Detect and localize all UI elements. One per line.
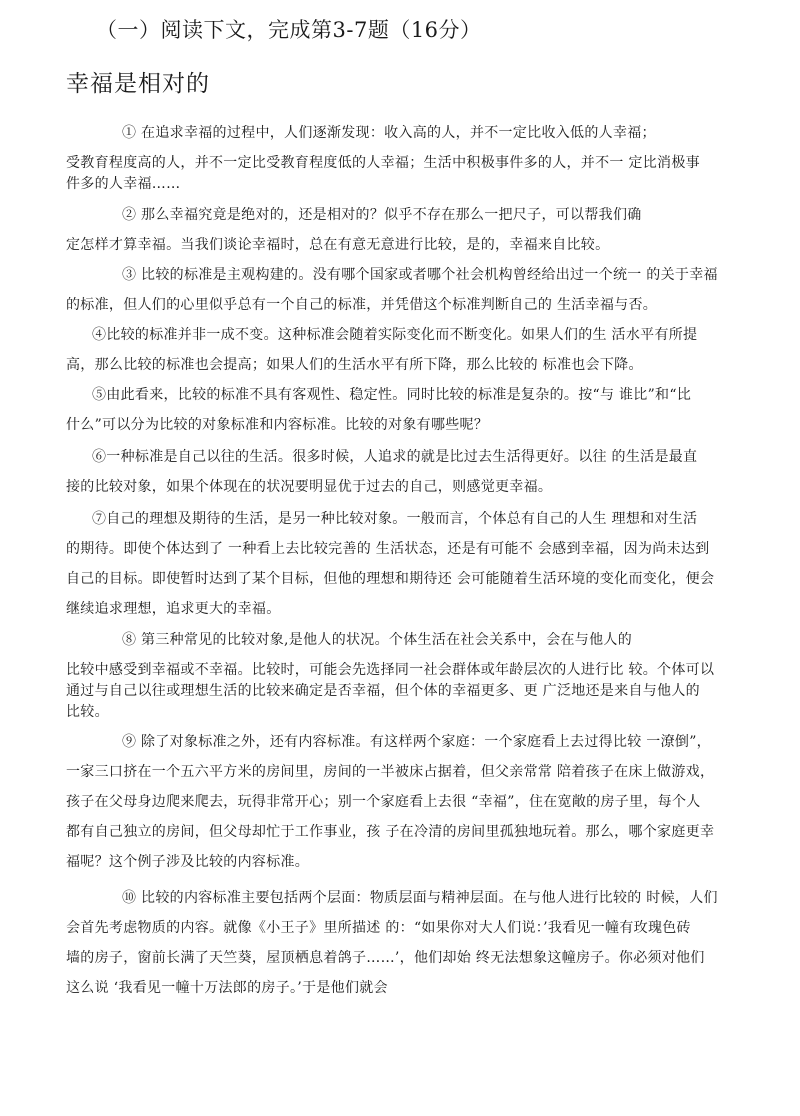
- paragraph-line: ⑤由此看来，比较的标准不具有客观性、稳定性。同时比较的标准是复杂的。按“与 谁比”和“比: [92, 387, 692, 403]
- paragraph-line: 墙的房子，窗前长满了天竺葵，屋顶栖息着鸽子……’，他们却始 终无法想象这幢房子。你必须对他们: [66, 950, 705, 966]
- paragraph-line: ⑨ 除了对象标准之外，还有内容标准。有这样两个家庭：一个家庭看上去过得比较 一潦倒”，: [122, 734, 711, 750]
- paragraph-line: 都有自己独立的房间，但父母却忙于工作事业，孩 子在冷清的房间里孤独地玩着。那么，哪个家庭更幸: [66, 824, 715, 840]
- paragraph-line: ① 在追求幸福的过程中，人们逐渐发现：收入高的人，并不一定比收入低的人幸福；: [122, 125, 656, 141]
- paragraph-line: 高，那么比较的标准也会提高；如果人们的生活水平有所下降，那么比较的 标准也会下降。: [66, 357, 643, 373]
- paragraph-line: 通过与自己以往或理想生活的比较来确定是否幸福，但个体的幸福更多、更 广泛地还是来自与他人的: [66, 683, 700, 699]
- paragraph-line: ⑥一种标准是自己以往的生活。很多时候，人追求的就是比过去生活得更好。以往 的生活是最直: [92, 449, 698, 465]
- paragraph-line: 会首先考虑物质的内容。就像《小王子》里所描述 的：“如果你对大人们说：’我看见一幢有玫瑰色砖: [66, 920, 691, 936]
- paragraph-line: 的期待。即使个体达到了 一种看上去比较完善的 生活状态，还是有可能不 会感到幸福，因为尚未达到: [66, 541, 710, 557]
- article-title: 幸福是相对的: [66, 71, 210, 97]
- paragraph-line: 接的比较对象，如果个体现在的状况要明显优于过去的自己，则感觉更幸福。: [66, 479, 553, 495]
- paragraph-10: [66, 883, 742, 1003]
- paragraph-line: 自己的目标。即使暂时达到了某个目标，但他的理想和期待还 会可能随着生活环境的变化而变化，便会: [66, 571, 715, 587]
- paragraph-line: 这么说 ‘我看见一幢十万法郎的房子。’于是他们就会: [66, 980, 388, 996]
- paragraph-6: [66, 442, 742, 502]
- paragraph-line: 定怎样才算幸福。当我们谈论幸福时，总在有意无意进行比较，是的，幸福来自比较。: [66, 237, 610, 253]
- paragraph-line: 福呢？这个例子涉及比较的内容标准。: [66, 854, 310, 870]
- paragraph-line: ⑦自己的理想及期待的生活，是另一种比较对象。一般而言，个体总有自己的人生 理想和对生活: [92, 511, 698, 527]
- section-heading: （一）阅读下文，完成第3-7题（16分）: [96, 18, 482, 42]
- paragraph-4: [66, 320, 742, 380]
- paragraph-line: ⑩ 比较的内容标准主要包括两个层面：物质层面与精神层面。在与他人进行比较的 时候，人们: [122, 890, 718, 906]
- paragraph-line: 孩子在父母身边爬来爬去，玩得非常开心；别一个家庭看上去很 “幸福”，住在宽敞的房子里，每个人: [66, 794, 701, 810]
- paragraph-7: [66, 504, 742, 624]
- paragraph-line: ② 那么幸福究竟是绝对的，还是相对的？似乎不存在那么一把尺子，可以帮我们确: [122, 207, 642, 223]
- paragraph-line: 件多的人幸福……: [66, 176, 181, 192]
- paragraph-3: [66, 260, 742, 320]
- paragraph-line: 比较。: [66, 704, 109, 720]
- paragraph-line: 受教育程度高的人，并不一定比受教育程度低的人幸福；生活中积极事件多的人，并不一 定比消极事: [66, 155, 700, 171]
- paragraph-line: 一家三口挤在一个五六平方米的房间里，房间的一半被床占据着，但父亲常常 陪着孩子在床上做游戏，: [66, 764, 715, 780]
- paragraph-line: ④比较的标准并非一成不变。这种标准会随着实际变化而不断变化。如果人们的生 活水平有所提: [92, 327, 698, 343]
- paragraph-2: [66, 205, 742, 256]
- paragraph-line: 比较中感受到幸福或不幸福。比较时，可能会先选择同一社会群体或年龄层次的人进行比 较。个体可以: [66, 662, 715, 678]
- paragraph-line: ⑧ 第三种常见的比较对象,是他人的状况。个体生活在社会关系中，会在与他人的: [122, 632, 632, 648]
- paragraph-line: 什么”可以分为比较的对象标准和内容标准。比较的对象有哪些呢？: [66, 417, 489, 433]
- paragraph-line: 的标准，但人们的心里似乎总有一个自己的标准，并凭借这个标准判断自己的 生活幸福与否。: [66, 297, 658, 313]
- paragraph-line: 继续追求理想，追求更大的幸福。: [66, 601, 281, 617]
- paragraph-9: [66, 727, 742, 877]
- paragraph-8: [66, 630, 742, 723]
- paragraph-1: [66, 123, 742, 195]
- paragraph-line: ③ 比较的标准是主观构建的。没有哪个国家或者哪个社会机构曾经给出过一个统一 的关于幸福: [122, 267, 718, 283]
- paragraph-5: [66, 380, 742, 440]
